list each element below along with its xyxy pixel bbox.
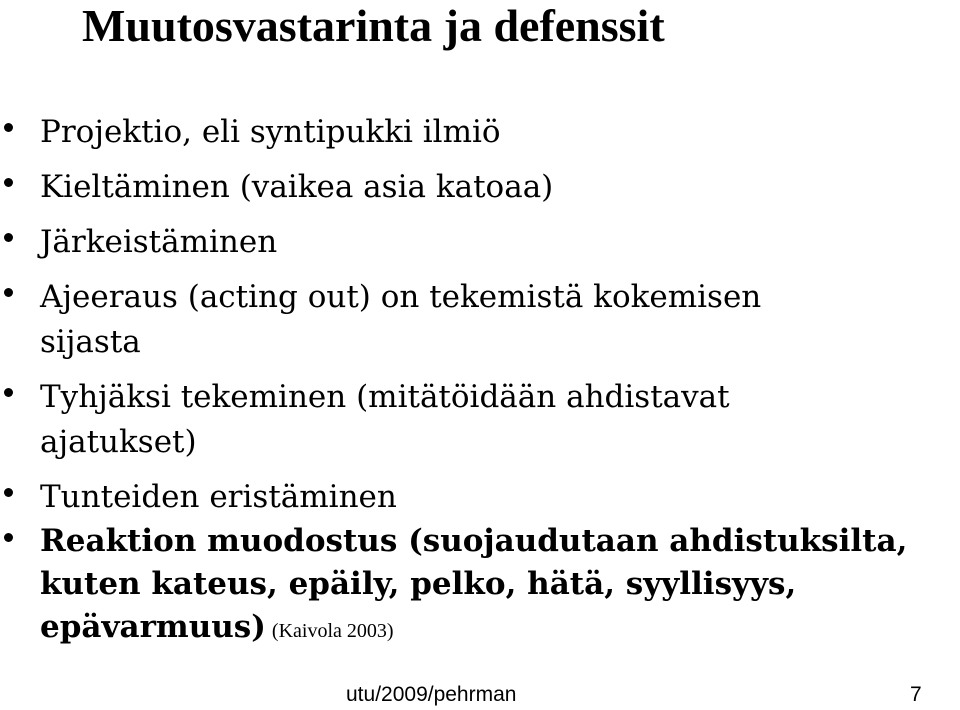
bullet-dot-icon: [4, 288, 13, 297]
bullet-text-continuation: sijasta: [40, 324, 141, 360]
bullet-dot-icon: [4, 123, 13, 132]
slide-title: Muutosvastarinta ja defenssit: [82, 0, 665, 51]
bullet-dot-icon: [4, 233, 13, 242]
bullet-dot-icon: [4, 388, 13, 397]
bullet-dot-icon: [4, 178, 13, 187]
bullet-list: [0, 110, 960, 653]
bullet-item-tyhjaksi-tekeminen: [0, 375, 960, 465]
bullet-item-tunteiden-eristaminen: [0, 475, 960, 520]
bullet-text-last: epävarmuus): [40, 609, 266, 645]
bullet-text-continuation: ajatukset): [40, 424, 197, 460]
bullet-item-kieltaminen: [0, 165, 960, 210]
bullet-text-continuation: [40, 606, 960, 653]
bullet-dot-icon: [4, 533, 13, 542]
bullet-text-continuation: kuten kateus, epäily, pelko, hätä, syyllisyys,: [40, 566, 797, 602]
citation: (Kaivola 2003): [271, 620, 394, 642]
bullet-text: Tunteiden eristäminen: [40, 479, 397, 515]
bullet-text: Reaktion muodostus (suojaudutaan ahdistuksilta,: [40, 523, 908, 559]
bullet-item-projektio: [0, 110, 960, 155]
bullet-text: Järkeistäminen: [40, 224, 278, 260]
bullet-text: Kieltäminen (vaikea asia katoaa): [40, 169, 554, 205]
footer-author: utu/2009/pehrman: [346, 683, 517, 706]
bullet-item-reaktion-muodostus: [0, 520, 960, 653]
bullet-item-ajeeraus: [0, 275, 960, 365]
bullet-text: Ajeeraus (acting out) on tekemistä kokemisen: [40, 279, 762, 315]
bullet-text: Tyhjäksi tekeminen (mitätöidään ahdistavat: [40, 379, 730, 415]
page-number: 7: [910, 683, 922, 706]
bullet-text: Projektio, eli syntipukki ilmiö: [40, 114, 501, 150]
bullet-item-jarkeistaminen: [0, 220, 960, 265]
bullet-dot-icon: [4, 488, 13, 497]
